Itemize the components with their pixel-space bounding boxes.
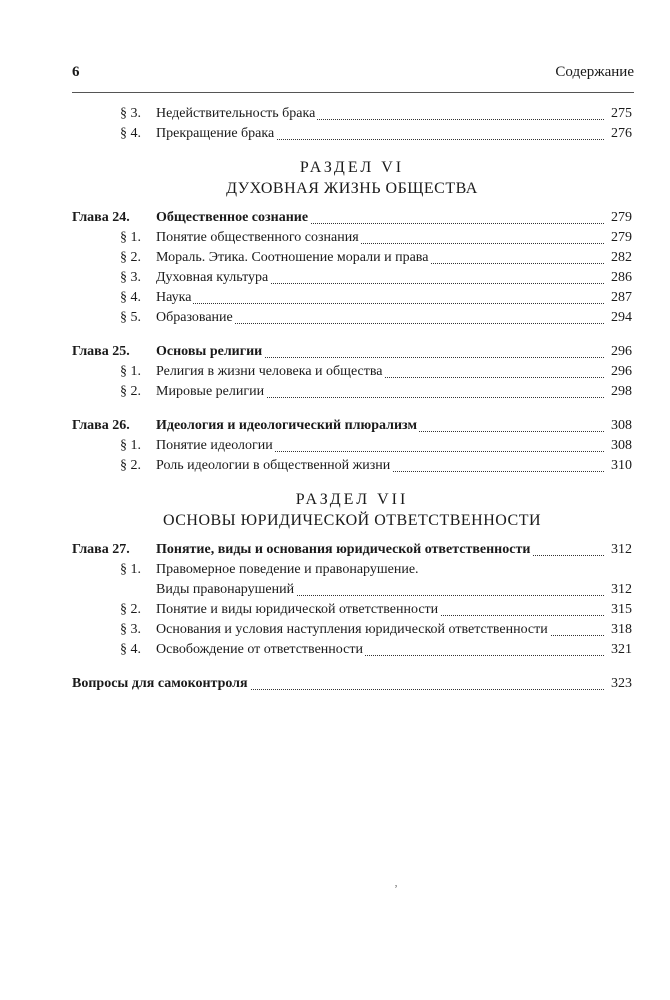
entry-title: Понятие общественного сознания xyxy=(156,230,359,245)
section-number: § 4. xyxy=(120,126,141,141)
section-number: § 2. xyxy=(120,250,141,265)
section-number: § 1. xyxy=(120,230,141,245)
table-of-contents xyxy=(72,104,632,694)
entry-title: Религия в жизни человека и общества xyxy=(156,364,383,379)
section-subtitle: ОСНОВЫ ЮРИДИЧЕСКОЙ ОТВЕТСТВЕННОСТИ xyxy=(162,512,542,529)
page-ref: 315 xyxy=(604,600,632,620)
page-ref: 312 xyxy=(604,580,632,600)
page-ref: 312 xyxy=(604,540,632,560)
toc-chapter[interactable] xyxy=(72,416,632,436)
toc-chapter[interactable] xyxy=(72,342,632,362)
section-number: § 2. xyxy=(120,602,141,617)
chapter-title: Идеология и идеологический плюрализм xyxy=(156,418,417,433)
page-ref: 308 xyxy=(604,436,632,456)
page-ref: 298 xyxy=(604,382,632,402)
page-ref: 276 xyxy=(604,124,632,144)
section-number: § 3. xyxy=(120,106,141,121)
chapter-label: Глава 26. xyxy=(72,418,130,433)
section-number: § 1. xyxy=(120,562,141,577)
section-number: § 4. xyxy=(120,642,141,657)
page-ref: 296 xyxy=(604,362,632,382)
final-title: Вопросы для самоконтроля xyxy=(72,676,248,691)
toc-entry[interactable] xyxy=(72,456,632,476)
page-ref: 287 xyxy=(604,288,632,308)
toc-entry[interactable] xyxy=(72,382,632,402)
entry-title-line1: Правомерное поведение и правонарушение. xyxy=(156,562,419,577)
page-ref: 296 xyxy=(604,342,632,362)
section-number: § 2. xyxy=(120,384,141,399)
toc-entry[interactable] xyxy=(72,640,632,660)
entry-title: Прекращение брака xyxy=(156,126,275,141)
section-title: РАЗДЕЛ VII xyxy=(295,491,409,508)
entry-title-line2: Виды правонарушений xyxy=(156,582,295,597)
entry-title: Духовная культура xyxy=(156,270,269,285)
header-divider xyxy=(72,92,634,93)
page-ref: 275 xyxy=(604,104,632,124)
toc-entry[interactable] xyxy=(72,248,632,268)
page-number: 6 xyxy=(72,64,80,80)
chapter-title: Понятие, виды и основания юридической ответственности xyxy=(156,542,531,557)
section-title: РАЗДЕЛ VI xyxy=(299,159,405,176)
section-number: § 4. xyxy=(120,290,141,305)
toc-entry[interactable] xyxy=(72,308,632,328)
page-ref: 279 xyxy=(604,208,632,228)
entry-title: Основания и условия наступления юридической ответственности xyxy=(156,622,548,637)
section-number: § 3. xyxy=(120,270,141,285)
entry-title: Недействительность брака xyxy=(156,106,316,121)
stray-mark: ʼ xyxy=(394,882,398,896)
chapter-title: Основы религии xyxy=(156,344,263,359)
toc-final-entry[interactable] xyxy=(72,674,632,694)
toc-chapter[interactable] xyxy=(72,208,632,228)
toc-entry[interactable] xyxy=(72,436,632,456)
section-number: § 5. xyxy=(120,310,141,325)
entry-title: Образование xyxy=(156,310,233,325)
entry-title: Освобождение от ответственности xyxy=(156,642,363,657)
entry-title: Мировые религии xyxy=(156,384,265,399)
toc-entry[interactable] xyxy=(72,362,632,382)
entry-title: Понятие и виды юридической ответственности xyxy=(156,602,439,617)
page-ref: 282 xyxy=(604,248,632,268)
page-ref: 279 xyxy=(604,228,632,248)
page-ref: 310 xyxy=(604,456,632,476)
toc-entry[interactable] xyxy=(72,104,632,124)
chapter-label: Глава 27. xyxy=(72,542,130,557)
page-ref: 308 xyxy=(604,416,632,436)
entry-title: Роль идеологии в общественной жизни xyxy=(156,458,391,473)
page-ref: 318 xyxy=(604,620,632,640)
chapter-label: Глава 25. xyxy=(72,344,130,359)
toc-entry[interactable] xyxy=(72,560,632,600)
toc-entry[interactable] xyxy=(72,620,632,640)
toc-entry[interactable] xyxy=(72,124,632,144)
entry-title: Наука xyxy=(156,290,192,305)
page-ref: 294 xyxy=(604,308,632,328)
page-ref: 321 xyxy=(604,640,632,660)
page-ref: 323 xyxy=(604,674,632,694)
running-title: Содержание xyxy=(555,64,634,80)
section-number: § 1. xyxy=(120,438,141,453)
section-number: § 2. xyxy=(120,458,141,473)
page-header xyxy=(72,64,634,86)
toc-entry[interactable] xyxy=(72,268,632,288)
page-ref: 286 xyxy=(604,268,632,288)
section-number: § 1. xyxy=(120,364,141,379)
toc-entry[interactable] xyxy=(72,228,632,248)
chapter-title: Общественное сознание xyxy=(156,210,309,225)
toc-chapter[interactable] xyxy=(72,540,632,560)
chapter-label: Глава 24. xyxy=(72,210,130,225)
section-subtitle: ДУХОВНАЯ ЖИЗНЬ ОБЩЕСТВА xyxy=(226,180,478,197)
toc-entry[interactable] xyxy=(72,288,632,308)
entry-title: Понятие идеологии xyxy=(156,438,273,453)
section-heading xyxy=(72,158,632,200)
entry-title: Мораль. Этика. Соотношение морали и права xyxy=(156,250,429,265)
section-heading xyxy=(72,490,632,532)
toc-entry[interactable] xyxy=(72,600,632,620)
section-number: § 3. xyxy=(120,622,141,637)
